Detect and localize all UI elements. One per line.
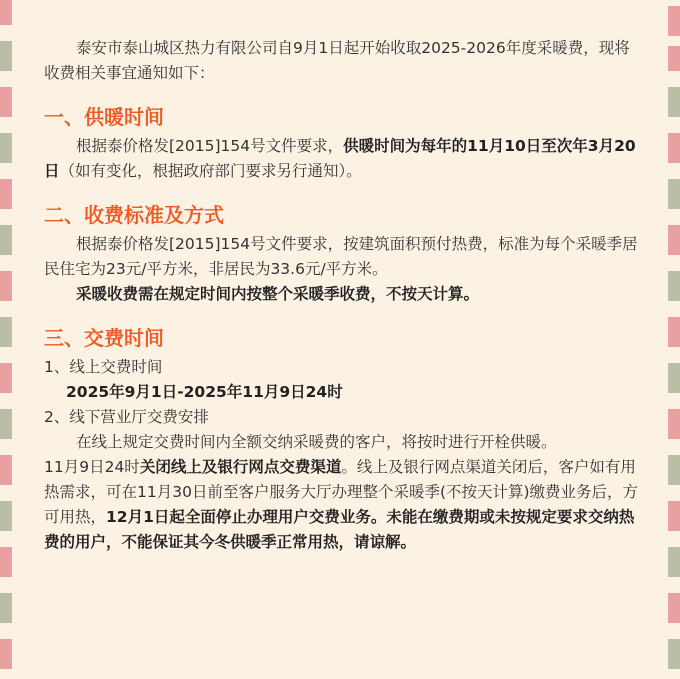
intro-paragraph: 泰安市泰山城区热力有限公司自9月1日起开始收取2025-2026年度采暖费，现将收费相关事宜通知如下： (44, 39, 630, 82)
online-payment-period (44, 380, 642, 405)
offline-payment-paragraph-1: 在线上规定交费时间内全额交纳采暖费的客户，将按时进行开栓供暖。 (76, 433, 557, 451)
offline-stop-notice: 12月1日起全面停止办理用户交费业务。未能在缴费期或未按规定要求交纳热费的用户，不能保证其今冬供暖季正常用热，请谅解。 (44, 508, 635, 551)
heating-time-paragraph (44, 134, 642, 184)
fee-standard-paragraph: 根据泰价格发[2015]154号文件要求，按建筑面积预付热费，标准为每个采暖季居民住宅为23元/平方米，非居民为33.6元/平方米。 (44, 235, 638, 278)
heating-time-period: 供暖时间为每年的11月10日至次年3月20日 (44, 137, 636, 180)
right-border-stripe (668, 0, 680, 679)
section-heading-payment-time: 三、交费时间 (44, 326, 164, 350)
fee-standard-note (44, 282, 642, 307)
left-border-stripe (0, 0, 12, 679)
offline-text-a: 11月9日24时 (44, 458, 140, 476)
offline-payment-heading: 2、线下营业厅交费安排 (44, 408, 209, 426)
online-payment-period-bold: 2025年9月1日-2025年11月9日24时 (66, 383, 343, 401)
section-heading-heating-time: 一、供暖时间 (44, 105, 164, 129)
offline-close-channel: 关闭线上及银行网点交费渠道 (139, 458, 342, 476)
online-payment-heading: 1、线上交费时间 (44, 358, 163, 376)
notice-body (44, 36, 642, 555)
section-heading-fee-standard: 二、收费标准及方式 (44, 203, 224, 227)
offline-text-b: 。线上及银行网点渠道关闭后，客户如有用热需求，可在11月30日前至客户服务大厅办理整个采暖季(不按天计算)缴费业务后，方可用热， (44, 458, 639, 526)
offline-payment-paragraph-2 (44, 455, 642, 555)
heating-time-text-b: （如有变化，根据政府部门要求另行通知）。 (59, 162, 362, 180)
fee-standard-bold: 采暖收费需在规定时间内按整个采暖季收费，不按天计算。 (76, 285, 480, 303)
heating-time-text-a: 根据泰价格发[2015]154号文件要求， (76, 137, 344, 155)
